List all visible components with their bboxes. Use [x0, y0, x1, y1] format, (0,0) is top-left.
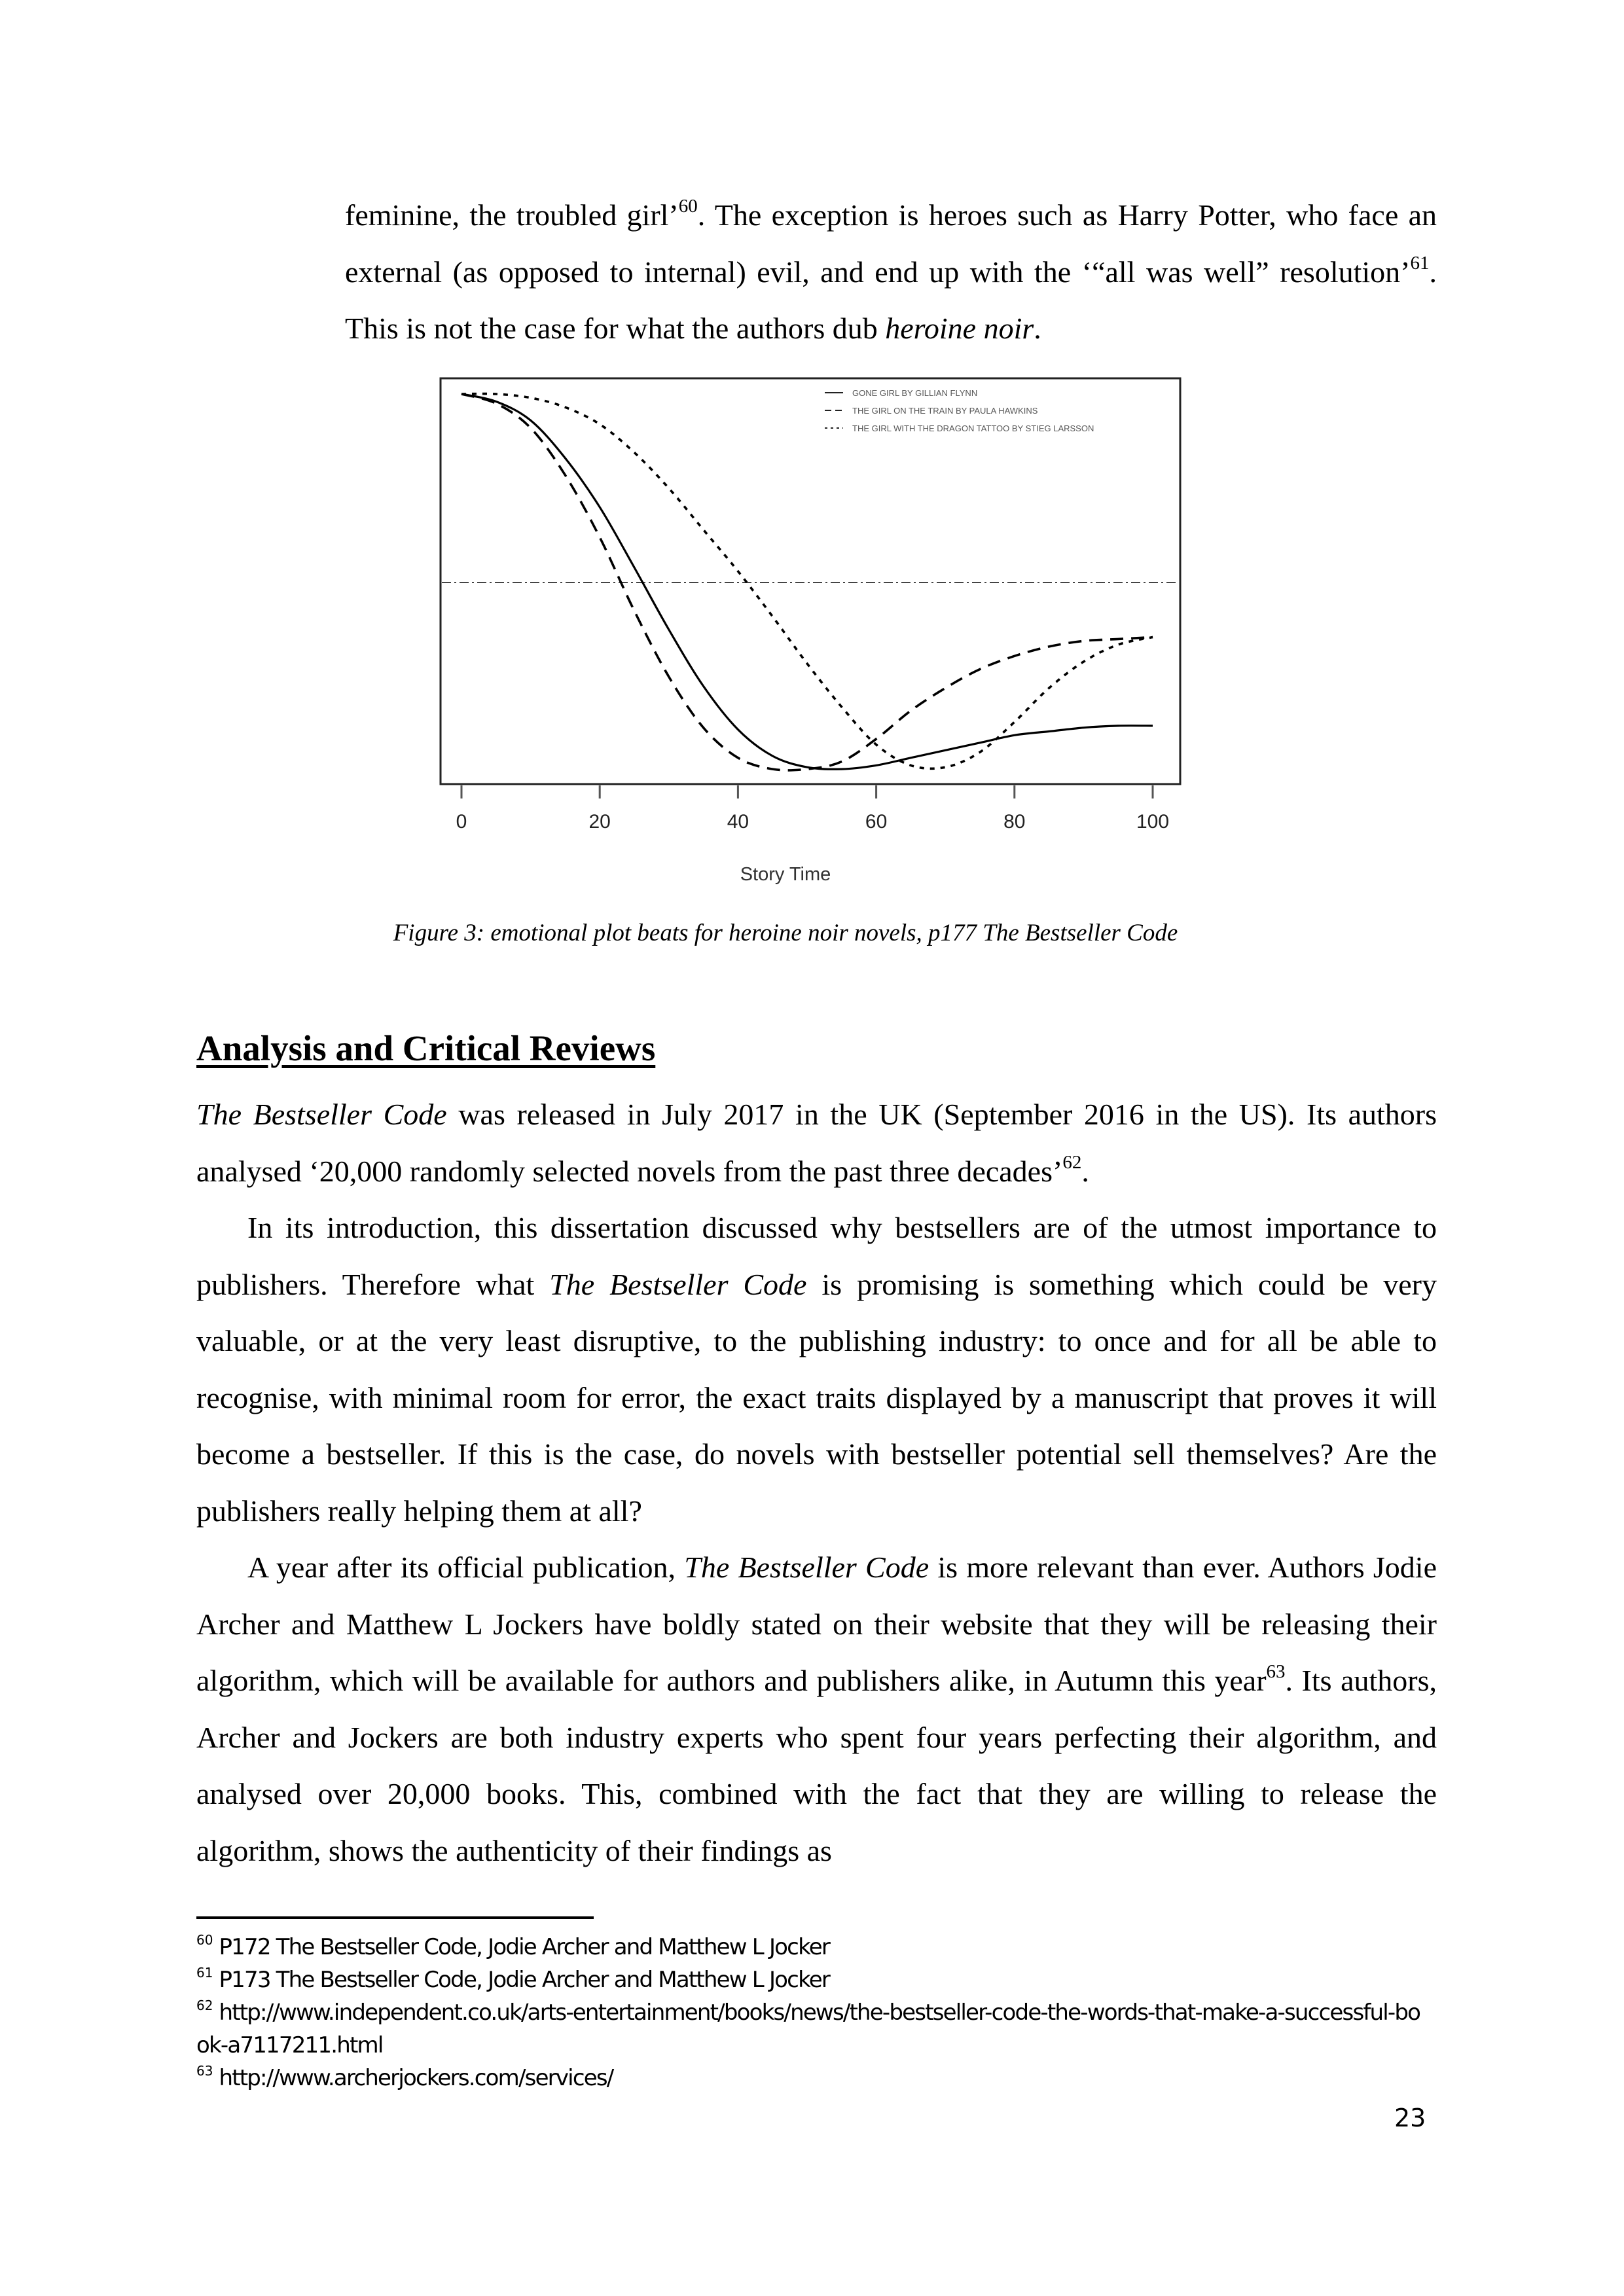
- footnote-text: P173 The Bestseller Code, Jodie Archer and Matthew L Jocker: [219, 1967, 830, 1993]
- footnote-62: [196, 1996, 1427, 2062]
- footnote-link[interactable]: http://www.archerjockers.com/services/: [219, 2065, 613, 2091]
- footnote-link[interactable]: http://www.independent.co.uk/arts-entertainment/books/news/the-bestseller-code-the-words-that-make-a-successful-book-a7117211.html: [196, 2000, 1420, 2058]
- footnote-text: P172 The Bestseller Code, Jodie Archer and Matthew L Jocker: [219, 1934, 830, 1960]
- paragraph-2-text-2: is promising is something which could be very valuable, or at the very least disruptive, to the publishing industry: to once and for all be able to recognise, with minimal room for error, the exact traits displayed by a manuscript that proves it will become a bestseller. If this is the case, do novels with bestseller potential sell themselves? Are the publishers really helping them at all?: [196, 1267, 1437, 1528]
- section-heading: Analysis and Critical Reviews: [196, 1028, 656, 1068]
- legend-label: GONE GIRL BY GILLIAN FLYNN: [852, 388, 978, 398]
- footnote-ref-61[interactable]: 61: [1410, 252, 1430, 274]
- footnote-63: [196, 2062, 1440, 2094]
- intro-text-1: feminine, the troubled girl’: [345, 198, 679, 232]
- intro-text-3: . This is not the case for what the authors dub: [345, 255, 1437, 345]
- footnotes: [196, 1931, 1440, 2094]
- book-title: The Bestseller Code: [549, 1267, 807, 1301]
- footnote-number: 61: [196, 1965, 213, 1981]
- x-tick-label: 20: [588, 811, 611, 833]
- footnote-61: [196, 1964, 1440, 1996]
- footnote-ref-63[interactable]: 63: [1266, 1661, 1286, 1682]
- x-tick-label: 80: [1003, 811, 1026, 833]
- paragraph-1: [196, 1086, 1437, 1200]
- paragraph-3-text-1: A year after its official publication,: [247, 1551, 685, 1584]
- footnote-60: [196, 1931, 1440, 1964]
- book-title: The Bestseller Code: [196, 1098, 447, 1131]
- figure-caption: Figure 3: emotional plot beats for heroine noir novels, p177 The Bestseller Code: [393, 920, 1178, 946]
- legend-label: THE GIRL ON THE TRAIN BY PAULA HAWKINS: [852, 406, 1038, 416]
- intro-italic-term: heroine noir: [885, 312, 1034, 345]
- footnote-ref-60[interactable]: 60: [678, 196, 698, 217]
- book-title: The Bestseller Code: [684, 1551, 929, 1584]
- series-line-solid: [461, 394, 1153, 769]
- x-tick-label: 40: [727, 811, 749, 833]
- x-tick-label: 0: [456, 811, 467, 833]
- paragraph-1-text-1: was released in July 2017 in the UK (September 2016 in the US). Its authors analysed ‘20,000 randomly selected novels from the past three decades’: [196, 1098, 1437, 1188]
- x-axis-label: Story Time: [740, 864, 831, 885]
- footnote-ref-62[interactable]: 62: [1062, 1151, 1082, 1173]
- x-tick-label: 60: [865, 811, 888, 833]
- intro-paragraph: [345, 187, 1437, 357]
- paragraph-3-text-2: is more relevant than ever. Authors Jodie Archer and Matthew L Jockers have boldly stated on their website that they will be releasing their algorithm, which will be available for authors and publishers alike, in Autumn this year: [196, 1551, 1437, 1697]
- footnote-number: 62: [196, 1998, 213, 2013]
- x-axis: [456, 785, 1169, 833]
- plot-frame: [441, 378, 1180, 784]
- paragraph-2: [196, 1200, 1437, 1539]
- paragraph-1-text-2: .: [1081, 1154, 1089, 1188]
- chart-svg: [406, 367, 1218, 903]
- footnote-number: 63: [196, 2063, 213, 2079]
- legend-label: THE GIRL WITH THE DRAGON TATTOO BY STIEG LARSSON: [852, 423, 1094, 433]
- paragraph-3: [196, 1539, 1437, 1879]
- paragraph-2-text-1: In its introduction, this dissertation discussed why bestsellers are of the utmost importance to publishers. Therefore what: [196, 1211, 1437, 1301]
- intro-text-2: . The exception is heroes such as Harry Potter, who face an external (as opposed to internal) evil, and end up with the ‘“all was well” resolution’: [345, 198, 1437, 289]
- footnote-separator: [196, 1916, 594, 1919]
- figure-chart: [406, 367, 1218, 903]
- paragraph-3-text-3: . Its authors, Archer and Jockers are both industry experts who spent four years perfecting their algorithm, and analysed over 20,000 books. This, combined with the fact that they are willing to release the algorithm, shows the authenticity of their findings as: [196, 1664, 1437, 1867]
- x-tick-label: 100: [1136, 811, 1170, 833]
- series-line-dotted: [461, 394, 1153, 769]
- page-number: 23: [1394, 2104, 1426, 2132]
- intro-text-4: .: [1034, 312, 1041, 345]
- legend: [825, 388, 1094, 433]
- footnote-number: 60: [196, 1932, 213, 1948]
